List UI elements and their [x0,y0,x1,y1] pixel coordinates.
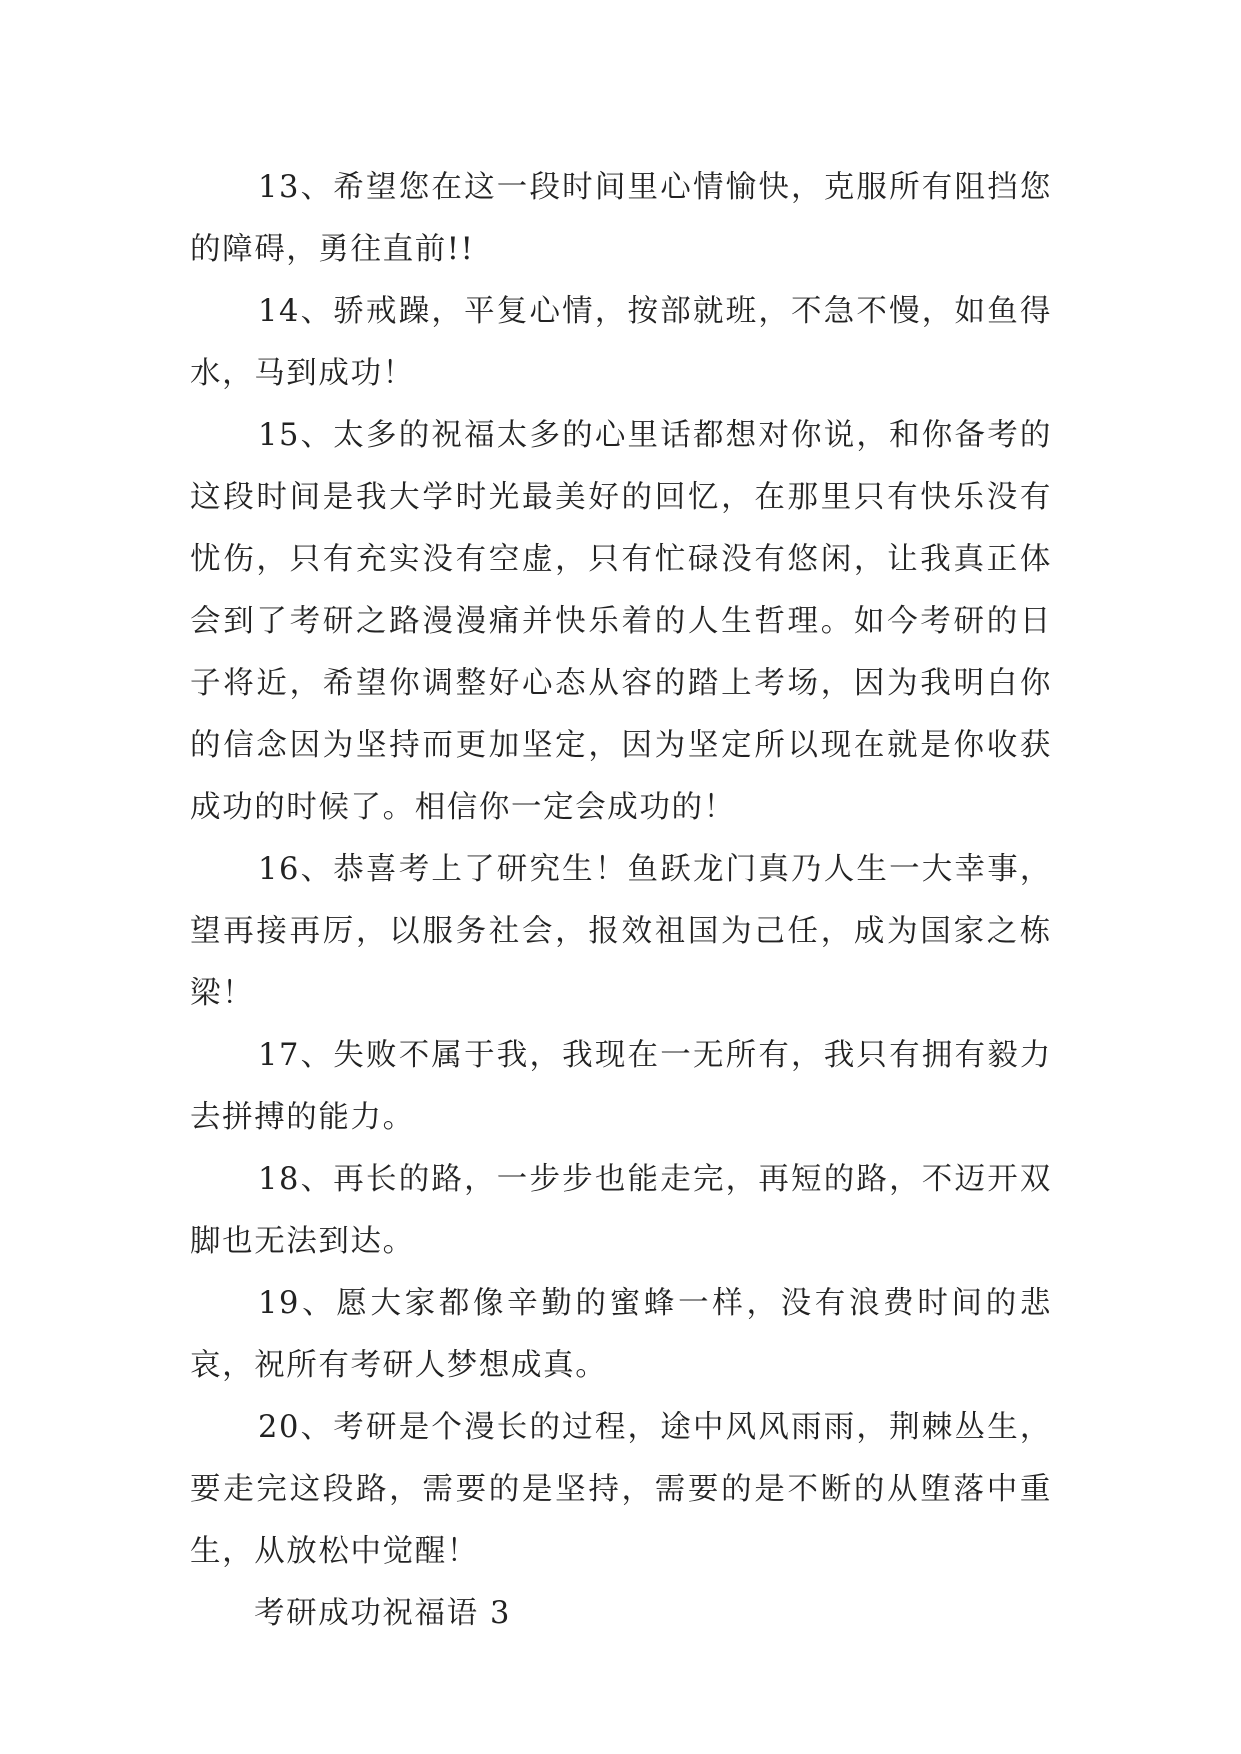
paragraph-17: 17、失败不属于我，我现在一无所有，我只有拥有毅力去拼搏的能力。 [190,1038,1052,1135]
paragraph-18: 18、再长的路，一步步也能走完，再短的路，不迈开双脚也无法到达。 [190,1162,1052,1259]
paragraph-16: 16、恭喜考上了研究生！鱼跃龙门真乃人生一大幸事，望再接再厉，以服务社会，报效祖国为己任，成为国家之栋梁！ [190,852,1052,1011]
paragraph-13: 13、希望您在这一段时间里心情愉快，克服所有阻挡您的障碍，勇往直前!! [190,170,1052,267]
paragraph-20: 20、考研是个漫长的过程，途中风风雨雨，荆棘丛生，要走完这段路，需要的是坚持，需要的是不断的从堕落中重生，从放松中觉醒！ [190,1410,1052,1569]
paragraph-19: 19、愿大家都像辛勤的蜜蜂一样，没有浪费时间的悲哀，祝所有考研人梦想成真。 [190,1286,1052,1383]
section-heading: 考研成功祝福语 3 [254,1596,511,1631]
paragraph-14: 14、骄戒躁，平复心情，按部就班，不急不慢，如鱼得水，马到成功！ [190,294,1052,391]
paragraph-15: 15、太多的祝福太多的心里话都想对你说，和你备考的这段时间是我大学时光最美好的回忆，在那里只有快乐没有忧伤，只有充实没有空虚，只有忙碌没有悠闲，让我真正体会到了考研之路漫漫痛并快乐着的人生哲理。如今考研的日子将近，希望你调整好心态从容的踏上考场，因为我明白你的信念因为坚持而更加坚定，因为坚定所以现在就是你收获成功的时候了。相信你一定会成功的！ [190,418,1052,825]
document-body [190,157,1052,1645]
